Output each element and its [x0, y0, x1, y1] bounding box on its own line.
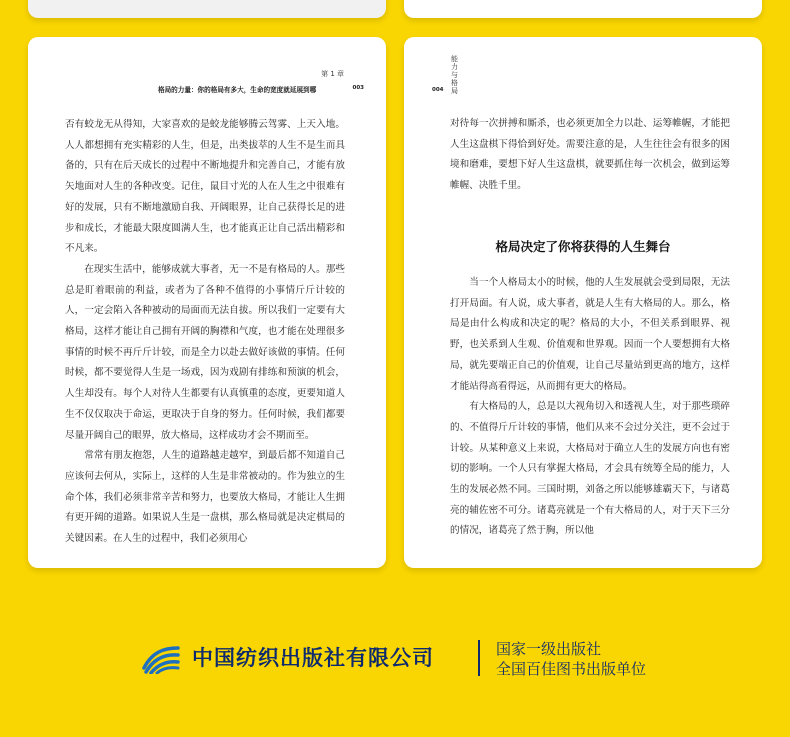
publisher-tagline-1: 国家一级出版社 [496, 640, 602, 658]
paragraph: 在现实生活中，能够成就大事者，无一不是有格局的人。那些总是盯着眼前的利益，或者为了各种不值得的小事情斤斤计较的人，一定会陷入各种被动的局面而无法自拔。所以我们一定要有大格局，这样才能让自己拥有开阔的胸襟和气度，也才能在处理很多事情的时候不再斤斤计较，而是全力以赴去做好该做的事情。任何时候，都不要觉得人生是一场戏，因为戏剧有排练和预演的机会，人生却没有。每个人对待人生都要有认真慎重的态度，更要知道人生不仅仅取决于命运，更取决于自身的努力。任何时候，我们都要尽量开阔自己的眼界，放大格局，这样成功才会不期而至。 [65, 263, 345, 441]
paragraph: 当一个人格局太小的时候，他的人生发展就会受到局限，无法打开局面。有人说，成大事者，就是人生有大格局的人。那么，格局是由什么构成和决定的呢？格局的大小，不但关系到眼界、视野，也关系到人生观、价值观和世界观。因而一个人要想拥有大格局，就先要端正自己的价值观，让自己尽量站到更高的地方，这样才能站得高看得远，从而拥有更大的格局。 [450, 277, 730, 392]
publisher-tagline-2: 全国百佳图书出版单位 [496, 660, 647, 678]
page-body-intro [450, 114, 730, 197]
page-number: 003 [352, 85, 364, 91]
paragraph: 常常有朋友抱怨，人生的道路越走越窄，到最后都不知道自己应该何去何从，实际上，这样的人生是非常被动的。作为独立的生命个体，我们必须非常辛苦和努力，也要放大格局，才能让人生拥有更开阔的道路。如果说人生是一盘棋，那么格局就是决定棋局的关键因素。在人生的过程中，我们必须用心 [65, 450, 345, 545]
publisher-logo-icon [140, 642, 180, 674]
publisher-footer [0, 630, 790, 690]
paragraph: 否有蛟龙无从得知，大家喜欢的是蛟龙能够腾云驾雾、上天入地。人人都想拥有充实精彩的人生，但是，出类拔萃的人生不是生而具备的，只有在后天成长的过程中不断地提升和完善自己，才能有放矢地面对人生的各种改变。记住，鼠目寸光的人在人生之中很难有好的发展，只有不断地激励自我、开阔眼界，让自己获得长足的进步和成长，才能最大限度圆满人生，也才能真正让自己活出精彩和不凡来。 [65, 119, 345, 255]
publisher-name: 中国纺织出版社有限公司 [192, 645, 434, 670]
paragraph: 有大格局的人，总是以大视角切入和透视人生，对于那些琐碎的、不值得斤斤计较的事情，他们从来不会过分关注，更不会过于计较。从某种意义上来说，大格局对于确立人生的发展方向也有密切的影响。一个人只有掌握大格局，才会具有统筹全局的能力，人生的发展必然不同。三国时期，刘备之所以能够雄霸天下，与诸葛亮的辅佐密不可分。诸葛亮就是一个有大格局的人，对于天下三分的情况，诸葛亮了然于胸，所以他 [450, 401, 730, 537]
running-header: 格局的力量：你的格局有多大，生命的宽度就延展到哪 [158, 86, 317, 94]
vertical-running-header: 能力与格局 [451, 55, 458, 95]
page-body-section [450, 273, 730, 542]
page-number: 004 [432, 87, 444, 93]
page-body [65, 115, 345, 550]
footer-divider [478, 640, 480, 676]
chapter-label: 第 1 章 [321, 70, 344, 78]
previous-page-card-right [404, 0, 762, 18]
section-heading: 格局决定了你将获得的人生舞台 [495, 239, 671, 254]
book-page-right [404, 37, 762, 568]
previous-page-card-left [28, 0, 386, 18]
paragraph: 对待每一次拼搏和厮杀，也必须更加全力以赴、运筹帷幄，才能把人生这盘棋下得恰到好处。需要注意的是，人生往往会有很多的困境和磨难，要想下好人生这盘棋，就要抓住每一次机会，做到运筹帷幄、决胜千里。 [450, 118, 730, 192]
book-page-left [28, 37, 386, 568]
